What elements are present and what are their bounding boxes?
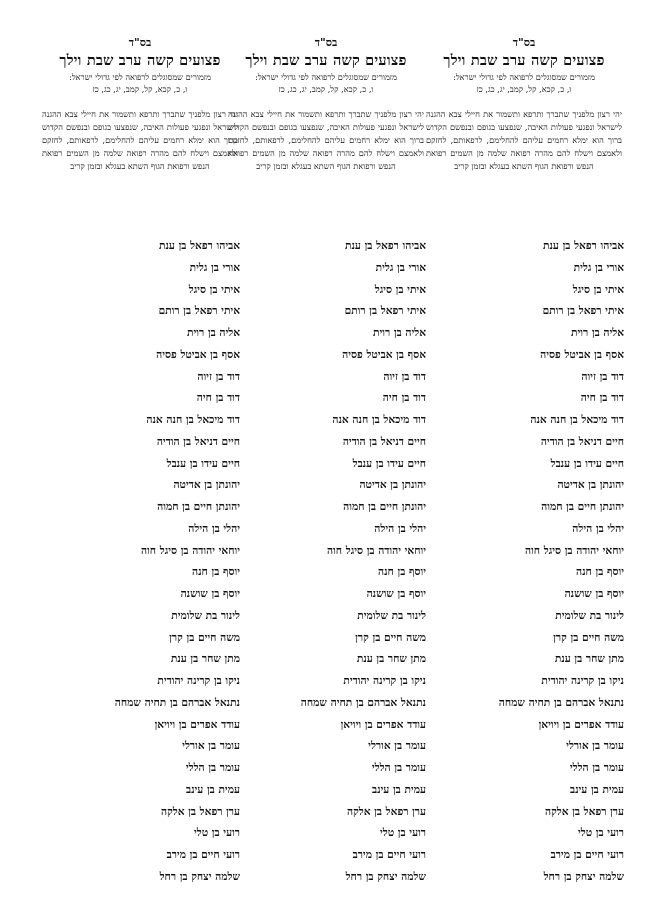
name-entry: יהלי בן הילה (572, 522, 624, 535)
prayer-column-2 (226, 36, 426, 912)
name-entry: ערן רפאל בן אלקה (544, 805, 624, 818)
name-entry: חיים עידו בן ענבל (352, 457, 426, 470)
name-entry: מתן שחר בן ענת (170, 653, 240, 666)
name-entry: דוד בן חיה (580, 392, 624, 405)
name-entry: יוסף בן חנה (192, 566, 240, 579)
column-subtitle: מזמורים שמסוגלים לרפואה לפי גדולי ישראל: (453, 72, 595, 82)
name-entry: יהונתן בן אדיטה (359, 479, 426, 492)
name-entry: אסף בן אביטל פסיה (342, 348, 426, 361)
name-entry: אליה בן רוית (373, 327, 426, 339)
name-entry: עומר בן הללי (569, 762, 624, 774)
column-title: פצועים קשה ערב שבת וילך (443, 52, 605, 69)
name-entry: יהונתן בן אדיטה (173, 479, 240, 492)
name-entry: לינור בת שלומית (555, 609, 624, 622)
name-entry: אורי בן גלית (573, 261, 624, 274)
name-entry: איתי בן סיגל (572, 283, 624, 296)
name-entry: ניקו בן קרינה יהודית (541, 675, 624, 687)
name-entry: משה חיים בן קרן (355, 631, 426, 644)
name-entry: ערן רפאל בן אלקה (346, 805, 426, 818)
name-entry: יהונתן חיים בן חמוה (541, 501, 624, 513)
name-entry: רועי חיים בן מירב (166, 849, 240, 861)
name-entry: עומר בן אורלי (566, 740, 624, 753)
name-entry: שלמה יצחק בן רחל (543, 870, 624, 883)
bsd-header: בס"ד (128, 36, 152, 49)
name-entry: אביהו רפאל בן ענת (345, 240, 426, 252)
names-list (40, 236, 240, 889)
names-list (226, 236, 426, 889)
name-entry: רועי בן טלי (577, 827, 624, 840)
name-entry: יוסף בן חנה (378, 566, 426, 579)
name-entry: יוסף בן שושנה (564, 588, 624, 600)
name-entry: נתנאל אברהם בן תחיה שמחה (114, 696, 240, 709)
name-entry: דוד מיכאל בן חנה אנה (530, 414, 624, 426)
name-entry: איתי רפאל בן רותם (158, 305, 240, 318)
column-subtitle: מזמורים שמסוגלים לרפואה לפי גדולי ישראל: (255, 72, 397, 82)
name-entry: דוד מיכאל בן חנה אנה (332, 414, 426, 426)
name-entry: חיים דניאל בן הודיה (342, 435, 426, 448)
column-subtitle: מזמורים שמסוגלים לרפואה לפי גדולי ישראל: (69, 72, 211, 82)
prayer-text: יהי רצון מלפניך שתברך ותרפא ותשמור את חיילי צבא ההגנה לישראל ונפגעי פעולות האיבה, שנפצעו בגופם ובנפשם הקדוש ברוך הוא ימלא רחמים עליהם להחלימם, לרפאותם, לחזקם ולאמצם וישלח להם מהרה רפואה שלמה מן השמים רפואת הנפש ורפואת הגוף השתא בעגלא ובזמן קריב (426, 109, 622, 171)
name-entry: עודד אפרים בן ויויאן (538, 718, 624, 731)
name-entry: יוסף בן חנה (576, 566, 624, 579)
column-title: פצועים קשה ערב שבת וילך (59, 52, 221, 69)
name-entry: עודד אפרים בן ויויאן (154, 718, 240, 731)
bsd-header: בס"ד (512, 36, 536, 49)
name-entry: אסף בן אביטל פסיה (156, 348, 240, 361)
name-entry: לינור בת שלומית (171, 609, 240, 622)
name-entry: יהלי בן הילה (188, 522, 240, 535)
psalm-references: ו, כ, קכא, קל, קמב, יג, כג, כז (92, 84, 188, 94)
name-entry: עמית בן עינב (371, 783, 426, 796)
name-entry: ניקו בן קרינה יהודית (343, 675, 426, 687)
name-entry: יהונתן חיים בן חמוה (157, 501, 240, 513)
name-entry: יהונתן בן אדיטה (557, 479, 624, 492)
name-entry: אביהו רפאל בן ענת (159, 240, 240, 252)
name-entry: עודד אפרים בן ויויאן (340, 718, 426, 731)
name-entry: יוסף בן שושנה (180, 588, 240, 600)
name-entry: רועי חיים בן מירב (550, 849, 624, 861)
name-entry: שלמה יצחק בן רחל (345, 870, 426, 883)
name-entry: יוחאי יהודה בן סיגל חוה (141, 544, 240, 557)
name-entry: חיים עידו בן ענבל (550, 457, 624, 470)
name-entry: אורי בן גלית (189, 261, 240, 274)
name-entry: מתן שחר בן ענת (356, 653, 426, 666)
name-entry: חיים דניאל בן הודיה (540, 435, 624, 448)
name-entry: משה חיים בן קרן (553, 631, 624, 644)
name-entry: שלמה יצחק בן רחל (159, 870, 240, 883)
name-entry: עומר בן אורלי (368, 740, 426, 753)
name-entry: רועי בן טלי (193, 827, 240, 840)
name-entry: דוד בן זיוה (197, 370, 240, 383)
name-entry: נתנאל אברהם בן תחיה שמחה (300, 696, 426, 709)
name-entry: עמית בן עינב (185, 783, 240, 796)
name-entry: עמית בן עינב (569, 783, 624, 796)
name-entry: דוד בן חיה (196, 392, 240, 405)
name-entry: רועי בן טלי (379, 827, 426, 840)
name-entry: דוד בן זיוה (581, 370, 624, 383)
name-entry: יהונתן חיים בן חמוה (343, 501, 426, 513)
name-entry: איתי בן סיגל (188, 283, 240, 296)
name-entry: חיים עידו בן ענבל (166, 457, 240, 470)
name-entry: אורי בן גלית (375, 261, 426, 274)
name-entry: דוד בן חיה (382, 392, 426, 405)
psalm-references: ו, כ, קכא, קל, קמב, יג, כג, כז (476, 84, 572, 94)
name-entry: חיים דניאל בן הודיה (156, 435, 240, 448)
name-entry: דוד בן זיוה (383, 370, 426, 383)
name-entry: עומר בן אורלי (182, 740, 240, 753)
name-entry: אביהו רפאל בן ענת (543, 240, 624, 252)
bsd-header: בס"ד (314, 36, 338, 49)
name-entry: איתי בן סיגל (374, 283, 426, 296)
name-entry: דוד מיכאל בן חנה אנה (146, 414, 240, 426)
name-entry: עומר בן הללי (185, 762, 240, 774)
name-entry: יהלי בן הילה (374, 522, 426, 535)
name-entry: יוחאי יהודה בן סיגל חוה (327, 544, 426, 557)
name-entry: ערן רפאל בן אלקה (160, 805, 240, 818)
psalm-references: ו, כ, קכא, קל, קמב, יג, כג, כז (278, 84, 374, 94)
name-entry: אסף בן אביטל פסיה (540, 348, 624, 361)
name-entry: מתן שחר בן ענת (554, 653, 624, 666)
name-entry: אליה בן רוית (187, 327, 240, 339)
name-entry: משה חיים בן קרן (169, 631, 240, 644)
column-title: פצועים קשה ערב שבת וילך (245, 52, 407, 69)
name-entry: רועי חיים בן מירב (352, 849, 426, 861)
name-entry: אליה בן רוית (571, 327, 624, 339)
name-entry: איתי רפאל בן רותם (344, 305, 426, 318)
name-entry: עומר בן הללי (371, 762, 426, 774)
name-entry: ניקו בן קרינה יהודית (157, 675, 240, 687)
prayer-column-3 (424, 36, 624, 912)
name-entry: איתי רפאל בן רותם (542, 305, 624, 318)
prayer-column-1 (40, 36, 240, 912)
name-entry: יוחאי יהודה בן סיגל חוה (525, 544, 624, 557)
name-entry: לינור בת שלומית (357, 609, 426, 622)
name-entry: יוסף בן שושנה (366, 588, 426, 600)
prayer-text: יהי רצון מלפניך שתברך ותרפא ותשמור את חיילי צבא ההגנה לישראל ונפגעי פעולות האיבה, שנפצעו בגופם ובנפשם הקדוש ברוך הוא ימלא רחמים עליהם להחלימם, לרפאותם, לחזקם ולאמצם וישלח להם מהרה רפואה שלמה מן השמים רפואת הנפש ורפואת הגוף השתא בעגלא ובזמן קריב (42, 109, 238, 171)
prayer-text: יהי רצון מלפניך שתברך ותרפא ותשמור את חיילי צבא ההגנה לישראל ונפגעי פעולות האיבה, שנפצעו בגופם ובנפשם הקדוש ברוך הוא ימלא רחמים עליהם להחלימם, לרפאותם, לחזקם ולאמצם וישלח להם מהרה רפואה שלמה מן השמים רפואת הנפש ורפואת הגוף השתא בעגלא ובזמן קריב (228, 109, 424, 171)
names-list (424, 236, 624, 889)
name-entry: נתנאל אברהם בן תחיה שמחה (498, 696, 624, 709)
